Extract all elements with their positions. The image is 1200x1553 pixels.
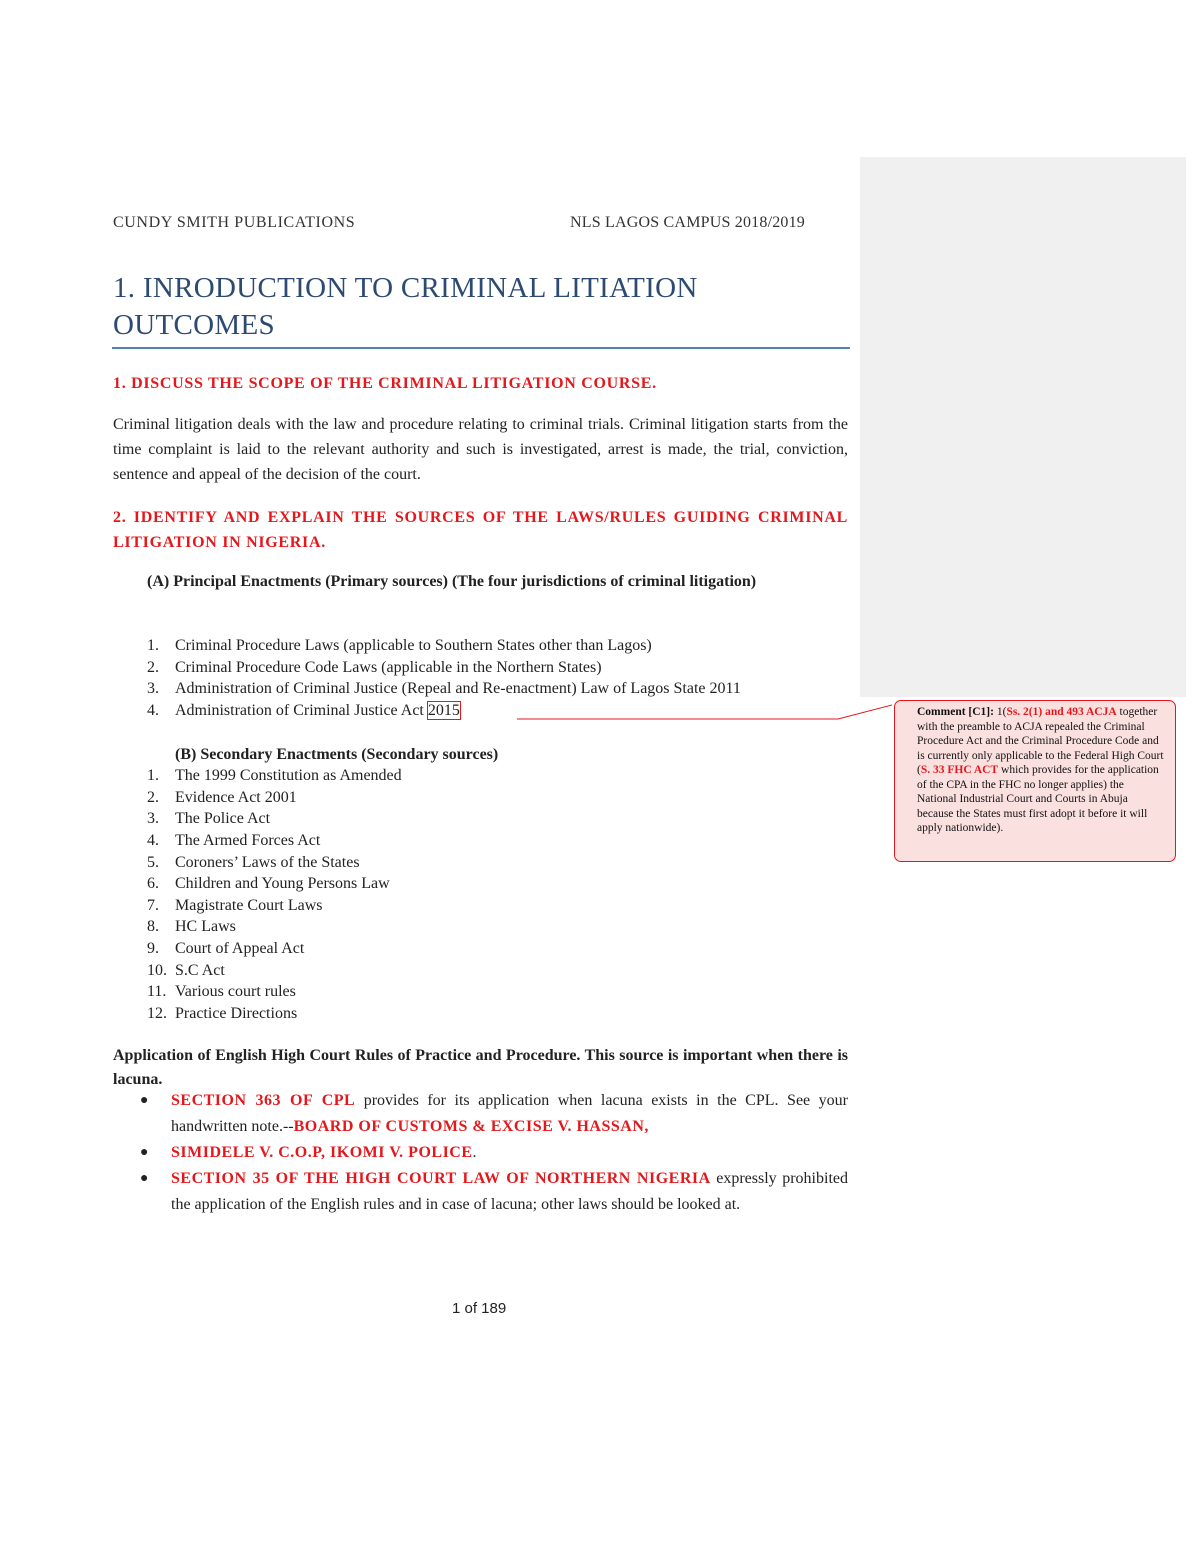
list-item: 1. The 1999 Constitution as Amended xyxy=(147,767,402,784)
bullet-item-simidele: SIMIDELE V. C.O.P, IKOMI V. POLICE. xyxy=(171,1144,477,1161)
bullet-item-section-363: SECTION 363 OF CPL provides for its application when lacuna exists in the CPL. See your handwritten note.--BOARD OF CUSTOMS & EXCISE V. HASSAN, xyxy=(171,1092,848,1135)
list-item: 10. S.C Act xyxy=(147,962,225,979)
comment-label: Comment [C1]: xyxy=(917,706,994,718)
commented-text-highlight[interactable]: 2015 xyxy=(427,702,460,719)
list-item: 4. Administration of Criminal Justice Act 2015 xyxy=(147,702,460,719)
list-item: 4. The Armed Forces Act xyxy=(147,832,321,849)
principal-enactments-heading: (A) Principal Enactments (Primary sources) (The four jurisdictions of criminal litigation) xyxy=(147,573,757,590)
header-publisher: CUNDY SMITH PUBLICATIONS xyxy=(113,214,356,231)
header-campus: NLS LAGOS CAMPUS 2018/2019 xyxy=(570,214,806,231)
bullet-icon: ● xyxy=(140,1093,149,1108)
secondary-enactments-heading: (B) Secondary Enactments (Secondary sources) xyxy=(175,746,499,763)
page-title: 1. INRODUCTION TO CRIMINAL LITIATION OUTCOMES xyxy=(113,272,698,341)
list-item: 11. Various court rules xyxy=(147,983,296,1000)
list-item: 6. Children and Young Persons Law xyxy=(147,875,390,892)
list-item: 8. HC Laws xyxy=(147,918,236,935)
list-item: 12. Practice Directions xyxy=(147,1005,298,1022)
page-number: 1 of 189 xyxy=(452,1300,507,1317)
section-1-body: Criminal litigation deals with the law and procedure relating to criminal trials. Criminal litigation starts from the time complaint is laid to the relevant authority and such is investigated, arrest is made, the trial, conviction, sentence and appeal of the decision of the court. xyxy=(113,416,848,483)
list-item: 2. Criminal Procedure Code Laws (applicable in the Northern States) xyxy=(147,659,602,676)
bullet-icon: ● xyxy=(140,1145,149,1160)
list-item: 3. Administration of Criminal Justice (Repeal and Re-enactment) Law of Lagos State 2011 xyxy=(147,680,741,697)
list-item: 7. Magistrate Court Laws xyxy=(147,897,323,914)
list-item: 2. Evidence Act 2001 xyxy=(147,789,297,806)
section-2-heading: 2. IDENTIFY AND EXPLAIN THE SOURCES OF THE LAWS/RULES GUIDING CRIMINAL LITIGATION IN NIGERIA. xyxy=(113,509,848,551)
bullet-icon: ● xyxy=(140,1171,149,1186)
list-item: 3. The Police Act xyxy=(147,810,271,827)
list-item: 9. Court of Appeal Act xyxy=(147,940,305,957)
comment-balloon[interactable]: Comment [C1]: 1(Ss. 2(1) and 493 ACJA together with the preamble to ACJA repealed the Criminal Procedure Act and the Criminal Procedure Code and is currently only applicable to the Federal High Court (S. 33 FHC ACT which provides for the application of the CPA in the FHC no longer applies) the National Industrial Court and Courts in Abuja because the States must first adopt it before it will apply nationwide). xyxy=(894,700,1176,862)
list-item: 1. Criminal Procedure Laws (applicable to Southern States other than Lagos) xyxy=(147,637,652,654)
list-item: 5. Coroners’ Laws of the States xyxy=(147,854,360,871)
bullet-item-section-35: SECTION 35 OF THE HIGH COURT LAW OF NORTHERN NIGERIA expressly prohibited the application of the English rules and in case of lacuna; other laws should be looked at. xyxy=(171,1170,848,1213)
section-1-heading: 1. DISCUSS THE SCOPE OF THE CRIMINAL LITIGATION COURSE. xyxy=(113,375,657,392)
english-rules-heading: Application of English High Court Rules of Practice and Procedure. This source is important when there is lacuna. xyxy=(113,1047,848,1088)
